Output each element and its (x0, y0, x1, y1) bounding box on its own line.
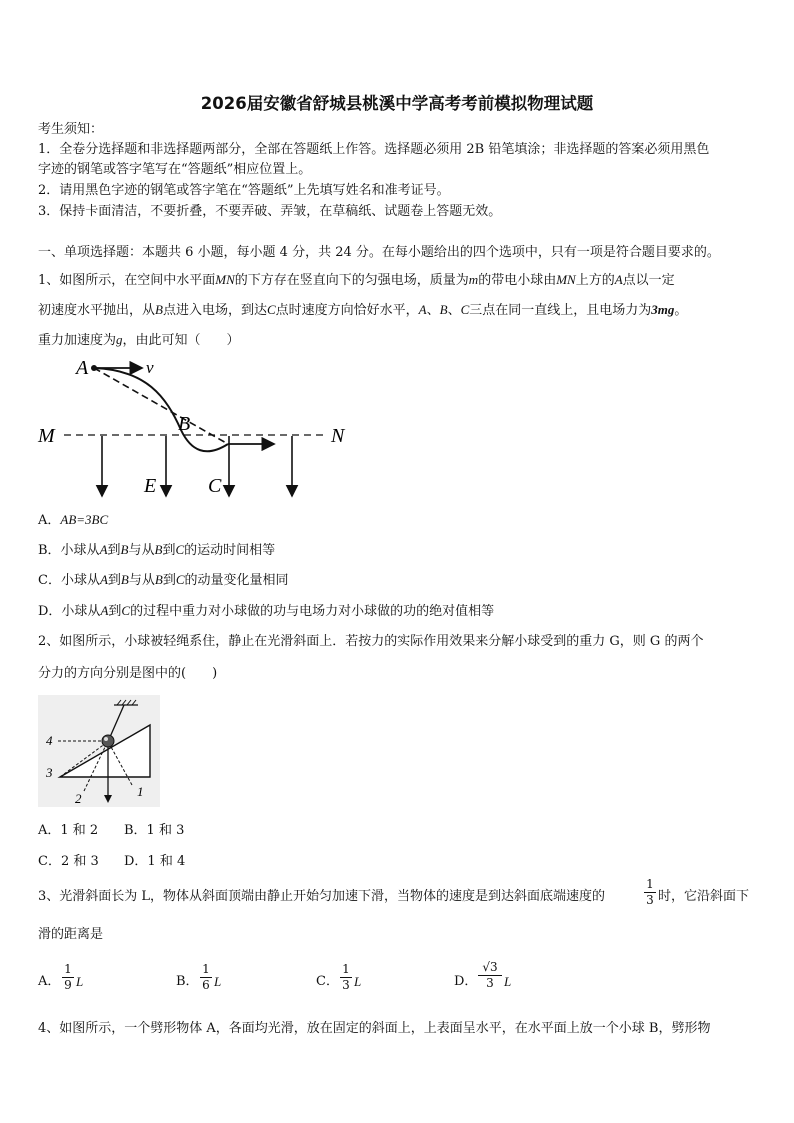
q3-option-a-tail: L (76, 974, 84, 989)
notice-item: 3．保持卡面清洁，不要折叠，不要弄破、弄皱，在草稿纸、试题卷上答题无效。 (38, 204, 502, 219)
q3-option-b-label: B． (176, 974, 199, 989)
q1-option-c: C．小球从A到B与从B到C的动量变化量相同 (38, 572, 289, 588)
ball (102, 735, 114, 747)
q3-text-line1b: 时，它沿斜面下 (658, 889, 750, 904)
section-heading: 一、单项选择题：本题共 6 小题，每小题 4 分，共 24 分。在每小题给出的四个选项中，只有一项是符合题目要求的。 (38, 245, 720, 260)
q3-option-b-fraction: 1 6 (200, 963, 212, 992)
q3-option-d-tail: L (504, 974, 512, 989)
label-b: B (178, 413, 191, 435)
page-title: 2026届安徽省舒城县桃溪中学高考考前模拟物理试题 (200, 94, 594, 113)
q3-option-c-label: C． (316, 974, 339, 989)
q3-text-line2: 滑的距离是 (38, 927, 104, 942)
notice-heading: 考生须知： (38, 122, 104, 137)
label-m: M (38, 425, 55, 447)
label-v: v (146, 358, 154, 377)
q3-option-d-label: D． (454, 974, 478, 989)
q2-option-d: D．1 和 4 (124, 854, 186, 869)
q2-option-c: C．2 和 3 (38, 854, 99, 869)
q4-text-line1: 4、如图所示，一个劈形物体 A，各面均光滑，放在固定的斜面上，上表面呈水平，在水平面上放一个小球 B，劈形物 (38, 1021, 711, 1036)
label-c: C (208, 475, 222, 497)
q1-figure (36, 356, 356, 504)
q1-text-line3: 重力加速度为g，由此可知（ ） (38, 332, 240, 348)
q1-option-a: A．AB=3BC (38, 512, 109, 528)
label-1: 1 (137, 784, 144, 799)
q3-option-c-fraction: 1 3 (340, 963, 352, 992)
label-a: A (76, 357, 89, 379)
q3-option-a-label: A． (38, 974, 61, 989)
q3-option-c-tail: L (354, 974, 362, 989)
q1-option-b: B．小球从A到B与从B到C的运动时间相等 (38, 542, 276, 558)
label-n: N (331, 425, 345, 447)
q2-text-line1: 2、如图所示，小球被轻绳系住，静止在光滑斜面上．若按力的实际作用效果来分解小球受到的重力 G，则 G 的两个 (38, 634, 704, 649)
q3-fraction: 1 3 (644, 878, 656, 907)
notice-item: 2．请用黑色字迹的钢笔或答字笔在“答题纸”上先填写姓名和准考证号。 (38, 183, 450, 198)
point-a (91, 365, 97, 371)
q1-text-line2: 初速度水平抛出，从B点进入电场，到达C点时速度方向恰好水平，A、B、C三点在同一直线上，且电场力为3mg。 (38, 302, 688, 318)
q3-option-b-tail: L (214, 974, 222, 989)
q2-figure (38, 695, 160, 807)
trajectory (94, 368, 228, 451)
label-2: 2 (75, 791, 82, 806)
q3-text-line1a: 3、光滑斜面长为 L，物体从斜面顶端由静止开始匀加速下滑，当物体的速度是到达斜面底端速度的 (38, 889, 606, 904)
q3-option-d-fraction: √3 3 (478, 961, 502, 990)
label-4: 4 (46, 733, 53, 748)
notice-item: 字迹的钢笔或答字笔写在“答题纸”相应位置上。 (38, 162, 312, 177)
label-e: E (144, 475, 157, 497)
q2-text-line2: 分力的方向分别是图中的( ) (38, 666, 218, 681)
q3-option-a-fraction: 1 9 (62, 963, 74, 992)
abc-line (94, 368, 228, 444)
q2-option-b: B．1 和 3 (124, 823, 185, 838)
q1-text-line1: 1、如图所示，在空间中水平面MN的下方存在竖直向下的匀强电场，质量为m的带电小球由MN上方的A点以一定 (38, 272, 675, 288)
q2-option-a: A．1 和 2 (38, 823, 99, 838)
notice-item: 1．全卷分选择题和非选择题两部分，全部在答题纸上作答。选择题必须用 2B 铅笔填涂；非选择题的答案必须用黑色 (38, 142, 710, 157)
q1-option-d: D．小球从A到C的过程中重力对小球做的功与电场力对小球做的功的绝对值相等 (38, 603, 495, 619)
label-3: 3 (46, 765, 53, 780)
